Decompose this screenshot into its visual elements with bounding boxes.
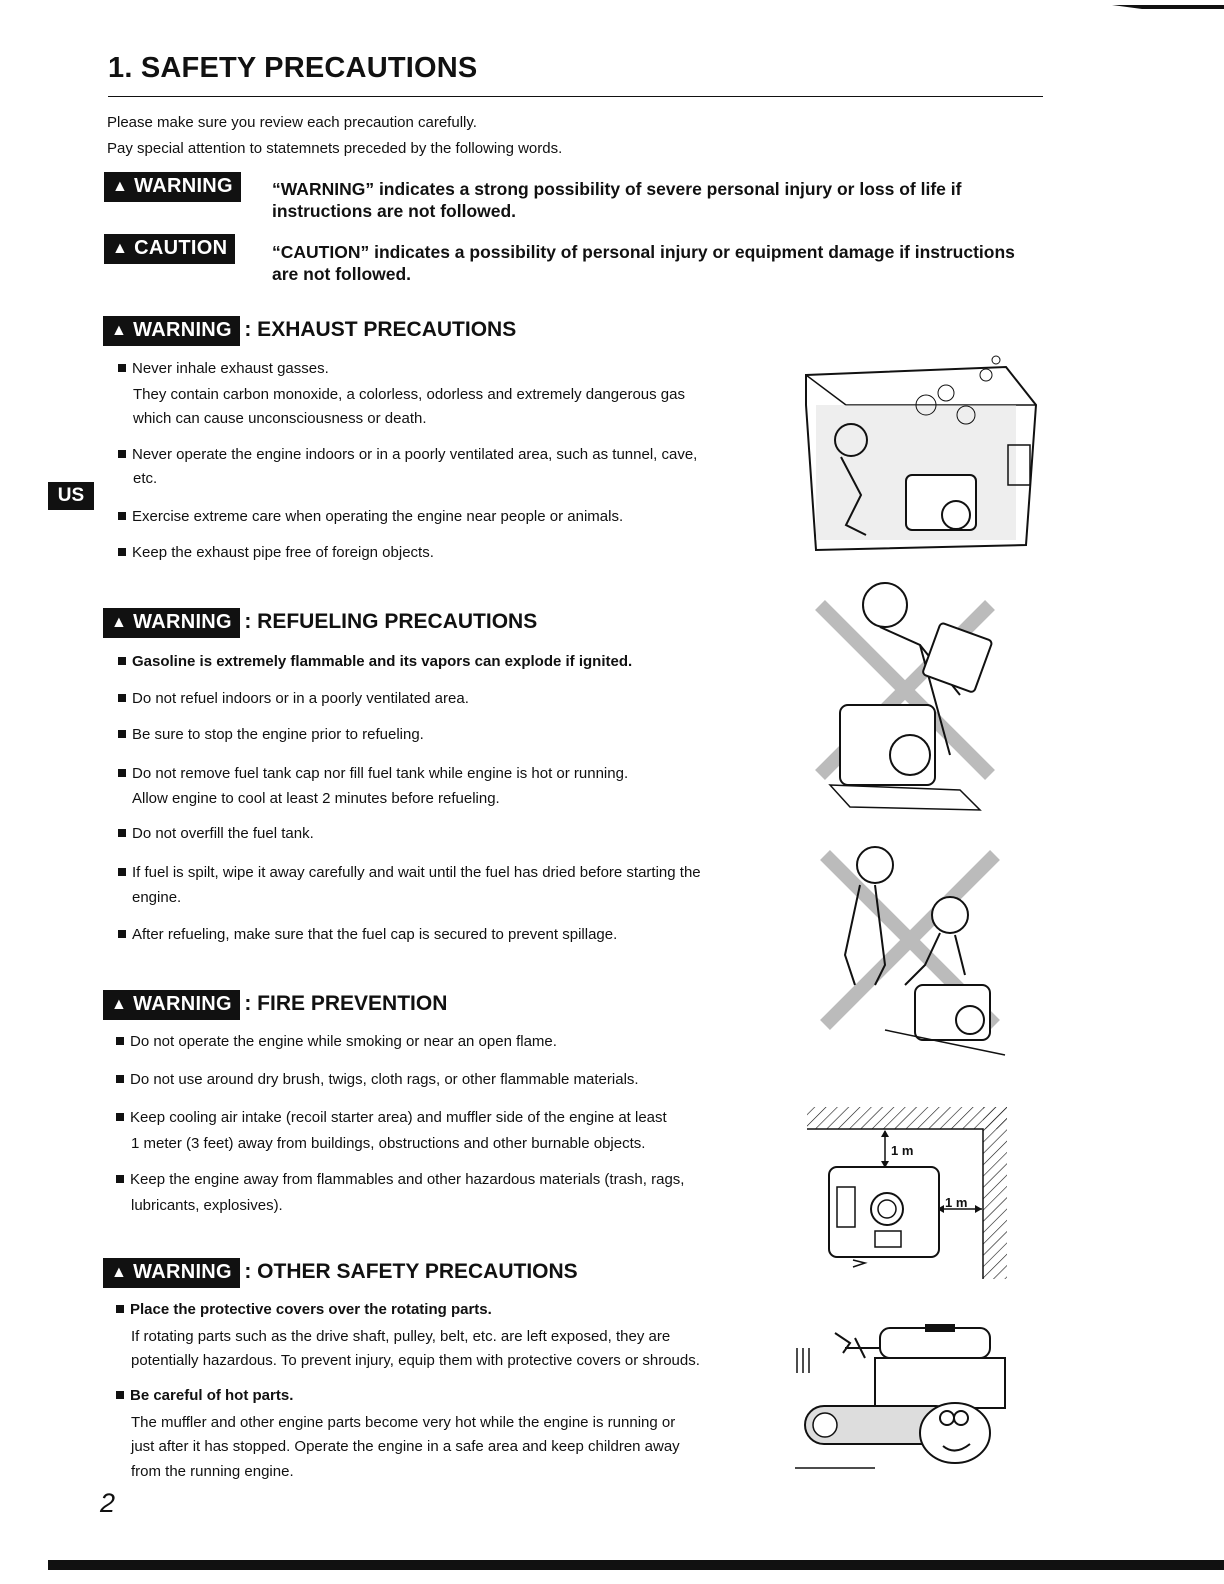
list-item-detail: lubricants, explosives). bbox=[131, 1197, 283, 1214]
warning-triangle-icon: ▲ bbox=[112, 178, 129, 195]
refueling-section-header: ▲ WARNING : REFUELING PRECAUTIONS bbox=[103, 608, 537, 638]
caution-definition-text-1: “CAUTION” indicates a possibility of personal injury or equipment damage if instructions bbox=[272, 242, 1015, 262]
list-item-detail: which can cause unconsciousness or death. bbox=[133, 410, 427, 427]
other-section-header: ▲ WARNING : OTHER SAFETY PRECAUTIONS bbox=[103, 1258, 578, 1288]
list-item: Place the protective covers over the rotating parts. bbox=[116, 1297, 492, 1322]
list-item: Keep the engine away from flammables and other hazardous materials (trash, rags, bbox=[116, 1167, 684, 1192]
list-item: Gasoline is extremely flammable and its vapors can explode if ignited. bbox=[118, 649, 632, 674]
language-tab: US bbox=[48, 482, 94, 510]
section-title: : EXHAUST PRECAUTIONS bbox=[244, 318, 517, 341]
section-title: : REFUELING PRECAUTIONS bbox=[244, 610, 538, 633]
caution-definition-text-2: are not followed. bbox=[272, 264, 412, 284]
list-item-detail: potentially hazardous. To prevent injury, equip them with protective covers or shrouds. bbox=[131, 1352, 700, 1369]
caution-definition-badge: ▲ CAUTION bbox=[104, 234, 235, 264]
indoor-exhaust-illustration bbox=[786, 345, 1046, 560]
refueling-illustration bbox=[810, 575, 1005, 815]
list-item: Exercise extreme care when operating the engine near people or animals. bbox=[118, 504, 623, 529]
corner-mark bbox=[1112, 0, 1224, 8]
list-item-detail: etc. bbox=[133, 470, 158, 487]
page-title: 1. SAFETY PRECAUTIONS bbox=[108, 52, 478, 84]
list-item-detail: from the running engine. bbox=[131, 1463, 294, 1480]
section-title: : FIRE PREVENTION bbox=[244, 992, 448, 1015]
fire-section-header: ▲ WARNING : FIRE PREVENTION bbox=[103, 990, 447, 1020]
list-item: If fuel is spilt, wipe it away carefully and wait until the fuel has dried before starting the bbox=[118, 860, 701, 885]
list-item: Keep cooling air intake (recoil starter area) and muffler side of the engine at least bbox=[116, 1105, 667, 1130]
list-item-detail: 1 meter (3 feet) away from buildings, obstructions and other burnable objects. bbox=[131, 1135, 646, 1152]
clearance-label-top: 1 m bbox=[891, 1143, 914, 1158]
page-number: 2 bbox=[100, 1488, 116, 1518]
list-item-detail: engine. bbox=[132, 889, 182, 906]
list-item: Do not remove fuel tank cap nor fill fuel tank while engine is hot or running. bbox=[118, 761, 628, 786]
list-item-detail: They contain carbon monoxide, a colorless, odorless and extremely dangerous gas bbox=[133, 386, 685, 403]
warning-definition-text-1: “WARNING” indicates a strong possibility of severe personal injury or loss of life if bbox=[272, 179, 962, 199]
section-title: : OTHER SAFETY PRECAUTIONS bbox=[244, 1260, 578, 1283]
clearance-label-right: 1 m bbox=[945, 1195, 968, 1210]
list-item: Never inhale exhaust gasses. bbox=[118, 356, 329, 381]
list-item: Never operate the engine indoors or in a poorly ventilated area, such as tunnel, cave, bbox=[118, 442, 697, 467]
warning-triangle-icon: ▲ bbox=[111, 614, 128, 631]
list-item: Do not refuel indoors or in a poorly ventilated area. bbox=[118, 686, 469, 711]
fire-hazard-illustration bbox=[815, 835, 1015, 1060]
list-item: Keep the exhaust pipe free of foreign objects. bbox=[118, 540, 434, 565]
list-item-detail: Allow engine to cool at least 2 minutes before refueling. bbox=[132, 790, 500, 807]
warning-triangle-icon: ▲ bbox=[111, 1264, 128, 1281]
warning-definition-text-2: instructions are not followed. bbox=[272, 201, 517, 221]
rotating-parts-illustration bbox=[795, 1318, 1020, 1483]
list-item: Do not operate the engine while smoking or near an open flame. bbox=[116, 1029, 557, 1054]
bottom-bar bbox=[48, 1560, 1224, 1570]
warning-triangle-icon: ▲ bbox=[111, 322, 128, 339]
list-item-detail: The muffler and other engine parts become very hot while the engine is running or bbox=[131, 1414, 676, 1431]
list-item: After refueling, make sure that the fuel cap is secured to prevent spillage. bbox=[118, 922, 617, 947]
warning-triangle-icon: ▲ bbox=[112, 240, 129, 257]
list-item: Be sure to stop the engine prior to refueling. bbox=[118, 722, 424, 747]
list-item-detail: If rotating parts such as the drive shaft, pulley, belt, etc. are left exposed, they are bbox=[131, 1328, 671, 1345]
intro-line-1: Please make sure you review each precaution carefully. bbox=[107, 114, 477, 131]
warning-triangle-icon: ▲ bbox=[111, 996, 128, 1013]
exhaust-section-header: ▲ WARNING : EXHAUST PRECAUTIONS bbox=[103, 316, 516, 346]
title-rule bbox=[108, 96, 1043, 97]
intro-line-2: Pay special attention to statemnets preceded by the following words. bbox=[107, 140, 563, 157]
warning-definition-badge: ▲ WARNING bbox=[104, 172, 241, 202]
list-item-detail: just after it has stopped. Operate the engine in a safe area and keep children away bbox=[131, 1438, 680, 1455]
list-item: Be careful of hot parts. bbox=[116, 1383, 293, 1408]
clearance-diagram bbox=[805, 1105, 1010, 1283]
list-item: Do not overfill the fuel tank. bbox=[118, 821, 314, 846]
list-item: Do not use around dry brush, twigs, cloth rags, or other flammable materials. bbox=[116, 1067, 639, 1092]
